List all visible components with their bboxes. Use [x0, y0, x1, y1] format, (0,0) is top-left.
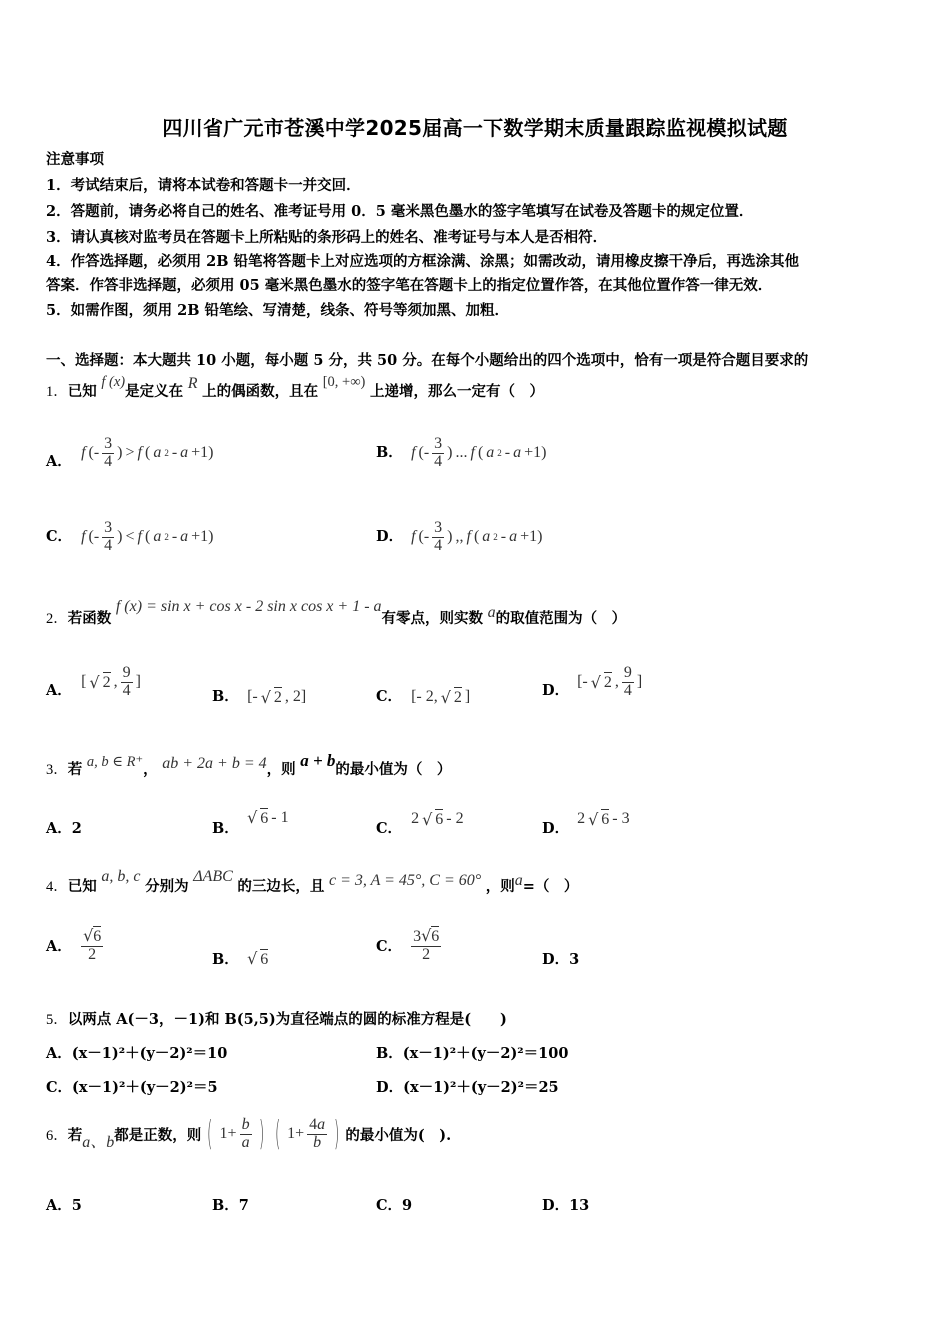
question-number: 2．: [46, 611, 68, 627]
notice-item: 4．作答选择题，必须用 2B 铅笔将答题卡上对应选项的方框涂满、涂黑；如需改动，请用橡皮擦干净后，再选涂其他: [46, 253, 800, 270]
math-expr: a、b: [82, 1133, 115, 1151]
math-expr: f (x) = sin x + cos x - 2 sin x cos x + 1 - a: [115, 598, 382, 615]
math-expr: [- 2, √ 2 ]: [411, 687, 471, 707]
notice-heading: 注意事项: [46, 151, 104, 168]
question-number: 1．: [46, 384, 68, 400]
option-a[interactable]: A．2: [46, 820, 82, 837]
notice-item: 1．考试结束后，请将本试卷和答题卡一并交回．: [46, 177, 361, 194]
math-expr: f (- $\frac{3}{4}$ ) > f ( a 2 - a +1): [81, 435, 214, 470]
question-number: 4．: [46, 879, 68, 895]
option-c[interactable]: C． f (- $\frac{3}{4}$ ) < f ( a 2 - a +1): [46, 519, 214, 554]
question-number: 3．: [46, 762, 68, 778]
option-b[interactable]: B． f (- $\frac{3}{4}$ ) ... f ( a 2 - a +1): [376, 435, 547, 470]
math-expr: f (- $\frac{3}{4}$ ) ,, f ( a 2 - a +1): [411, 519, 543, 554]
notice-item: 答案．作答非选择题，必须用 05 毫米黑色墨水的签字笔在答题卡上的指定位置作答，在其他位置作答一律无效．: [46, 277, 773, 294]
math-expr: f (x): [101, 374, 126, 390]
math-expr: 2 √ 6 - 2: [411, 809, 464, 829]
notice-item: 3．请认真核对监考员在答题卡上所粘贴的条形码上的姓名、准考证号与本人是否相符．: [46, 229, 608, 246]
option-d[interactable]: D． f (- $\frac{3}{4}$ ) ,, f ( a 2 - a +1): [376, 519, 543, 554]
option-d[interactable]: D． [- √ 2 , $\frac{9}{4}$ ]: [542, 664, 643, 699]
option-c[interactable]: C． [- 2, √ 2 ]: [376, 687, 471, 707]
math-expr: a, b ∈ R⁺: [86, 754, 144, 770]
math-expr: ΔABC: [193, 868, 233, 885]
math-expr: 2 √ 6 - 3: [577, 809, 630, 829]
option-b[interactable]: B． √ 6: [212, 949, 269, 968]
math-expr: f (- $\frac{3}{4}$ ) < f ( a 2 - a +1): [81, 519, 214, 554]
question-4: 4．已知 a, b, c 分别为 ΔABC 的三边长，且 c = 3, A = 45°, C = 60° ，则a=（ ）: [46, 868, 579, 895]
option-b[interactable]: B． [- √ 2 , 2]: [212, 687, 307, 707]
question-2: 2．若函数 f (x) = sin x + cos x - 2 sin x cos x + 1 - a有零点，则实数 a的取值范围为（ ）: [46, 598, 627, 627]
question-1: 1．已知 f (x)是定义在 R 上的偶函数，且在 [0, +∞) 上递增，那么一定有（ ）: [46, 374, 544, 400]
math-expr: $\frac{3√6}{2}$: [413, 926, 440, 963]
option-c[interactable]: C．9: [376, 1197, 413, 1214]
math-expr: [- √ 2 , $\frac{9}{4}$ ]: [577, 664, 643, 699]
question-6: 6． 若 a、b 都是正数，则 ( 1+ $\frac{b}{a}$ ) ( 1+ $\frac{4a}{b}$ ) 的最小值为( ).: [46, 1114, 452, 1154]
exam-title: 四川省广元市苍溪中学2025届高一下数学期末质量跟踪监视模拟试题: [162, 116, 788, 140]
section-heading: 一、选择题：本大题共 10 小题，每小题 5 分，共 50 分。在每个小题给出的四个选项中，恰有一项是符合题目要求的: [46, 352, 809, 369]
math-expr: √ 6: [247, 949, 269, 968]
question-number: 6．: [46, 1127, 68, 1144]
option-b[interactable]: B．(x－1)²＋(y－2)²＝100: [376, 1045, 569, 1062]
math-expr: R: [187, 375, 198, 392]
option-d[interactable]: D．(x－1)²＋(y－2)²＝25: [376, 1079, 559, 1096]
question-number: 5．: [46, 1012, 68, 1028]
math-expr: a: [514, 872, 523, 889]
option-a[interactable]: A． [ √ 2 , $\frac{9}{4}$ ]: [46, 664, 141, 699]
math-expr: a, b, c: [101, 868, 141, 885]
math-expr: f (- $\frac{3}{4}$ ) ... f ( a 2 - a +1): [411, 435, 547, 470]
math-expr: ab + 2a + b = 4: [162, 755, 267, 772]
option-c[interactable]: C． $\frac{3√6}{2}$: [376, 926, 440, 963]
option-b[interactable]: B． √ 6 - 1: [212, 808, 289, 837]
notice-item: 2．答题前，请务必将自己的姓名、准考证号用 0．5 毫米黑色墨水的签字笔填写在试卷及答题卡的规定位置．: [46, 203, 754, 220]
question-3: 3．若 a, b ∈ R⁺， ab + 2a + b = 4，则 a + b的最小值为（ ）: [46, 751, 452, 778]
option-b[interactable]: B．7: [212, 1197, 249, 1214]
math-expr: [ √ 2 , $\frac{9}{4}$ ]: [81, 664, 141, 699]
math-expr: ( 1+ $\frac{b}{a}$ ) ( 1+ $\frac{4a}{b}$ ): [207, 1114, 340, 1154]
math-expr: $\frac{√6}{2}$: [83, 926, 102, 963]
math-expr: c = 3, A = 45°, C = 60°: [329, 872, 482, 889]
option-a[interactable]: A．(x－1)²＋(y－2)²＝10: [46, 1045, 228, 1062]
math-expr: [- √ 2 , 2]: [247, 687, 307, 707]
option-a[interactable]: A．5: [46, 1197, 82, 1214]
option-d[interactable]: D． 2 √ 6 - 3: [542, 809, 630, 837]
option-d[interactable]: D．3: [542, 951, 580, 968]
option-d[interactable]: D．13: [542, 1197, 590, 1214]
math-expr: a + b: [300, 751, 336, 770]
option-a[interactable]: A． $\frac{√6}{2}$: [46, 926, 102, 963]
math-expr: a: [487, 604, 496, 621]
option-a[interactable]: A． f (- $\frac{3}{4}$ ) > f ( a 2 - a +1): [46, 435, 214, 470]
option-c[interactable]: C． 2 √ 6 - 2: [376, 809, 464, 837]
question-5: 5．以两点 A(－3，－1)和 B(5,5)为直径端点的圆的标准方程是( ): [46, 1011, 507, 1028]
math-expr: [0, +∞): [322, 374, 366, 390]
notice-item: 5．如需作图，须用 2B 铅笔绘、写清楚，线条、符号等须加黑、加粗．: [46, 302, 510, 319]
math-expr: √ 6 - 1: [247, 808, 289, 827]
option-c[interactable]: C．(x－1)²＋(y－2)²＝5: [46, 1079, 218, 1096]
